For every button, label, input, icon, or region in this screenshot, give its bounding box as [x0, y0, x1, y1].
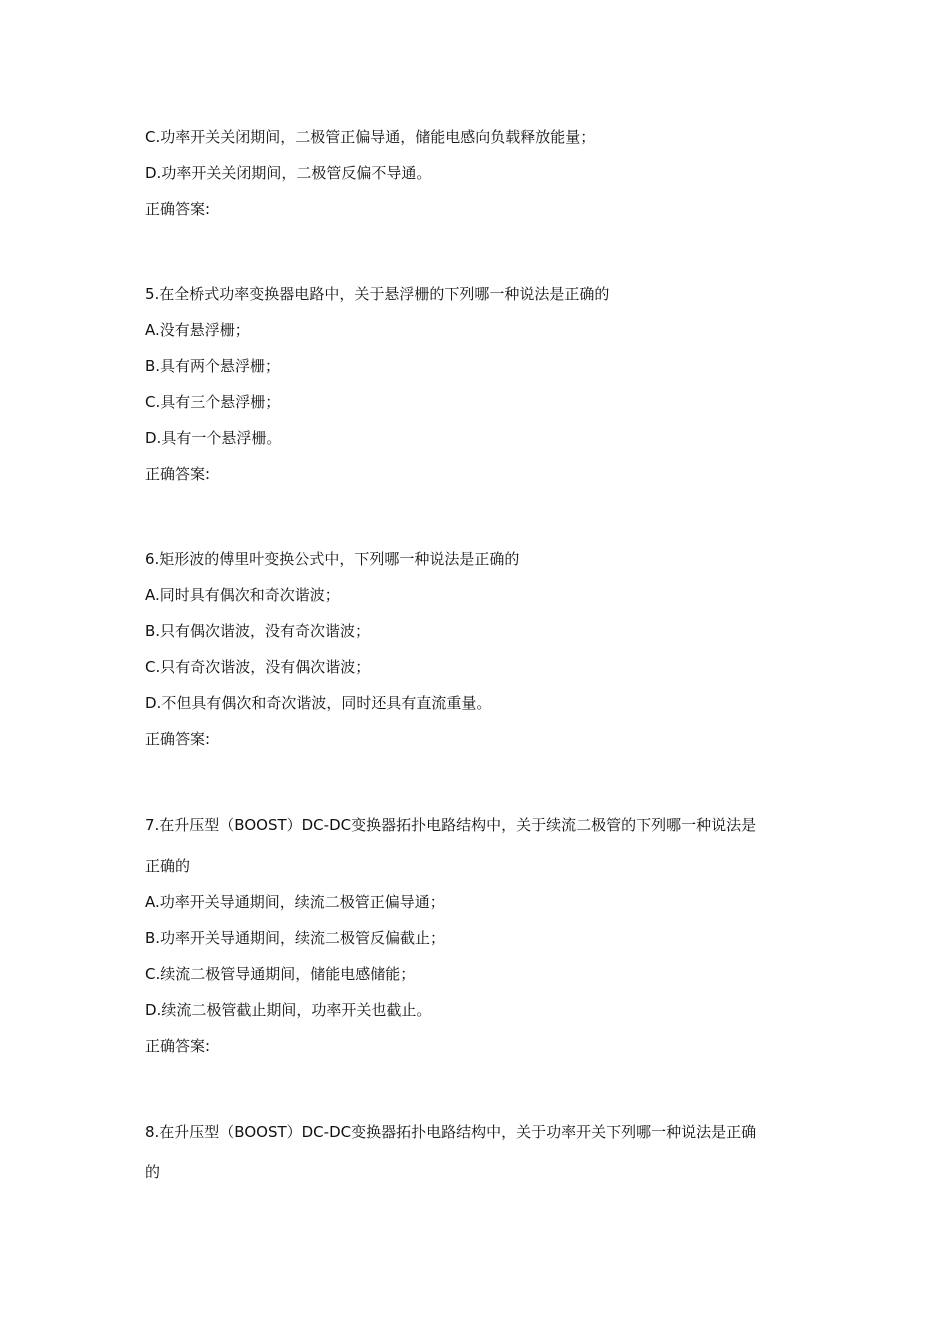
q4-option-d: D.功率开关关闭期间，二极管反偏不导通。 [145, 164, 432, 182]
q6-answer-label: 正确答案: [145, 730, 211, 748]
q7-option-b: B.功率开关导通期间，续流二极管反偏截止； [145, 929, 446, 947]
q5-option-d: D.具有一个悬浮栅。 [145, 429, 282, 447]
q7-question-line2: 正确的 [145, 857, 191, 875]
q6-option-a: A.同时具有偶次和奇次谐波； [145, 586, 340, 604]
q7-option-d: D.续流二极管截止期间，功率开关也截止。 [145, 1001, 432, 1019]
q8-question-line2: 的 [145, 1163, 161, 1181]
q7-answer-label: 正确答案: [145, 1037, 211, 1055]
q5-option-c: C.具有三个悬浮栅； [145, 393, 281, 411]
q6-question: 6.矩形波的傅里叶变换公式中，下列哪一种说法是正确的 [145, 550, 520, 568]
q6-option-b: B.只有偶次谐波，没有奇次谐波； [145, 622, 371, 640]
q7-question-line1: 7.在升压型（BOOST）DC-DC变换器拓扑电路结构中，关于续流二极管的下列哪一种说法是 [145, 816, 757, 834]
q5-option-a: A.没有悬浮栅； [145, 321, 250, 339]
q7-option-a: A.功率开关导通期间，续流二极管正偏导通； [145, 893, 445, 911]
q6-option-d: D.不但具有偶次和奇次谐波，同时还具有直流重量。 [145, 694, 492, 712]
q8-question-line1: 8.在升压型（BOOST）DC-DC变换器拓扑电路结构中，关于功率开关下列哪一种说法是正确 [145, 1123, 757, 1141]
q6-option-c: C.只有奇次谐波，没有偶次谐波； [145, 658, 371, 676]
q4-answer-label: 正确答案: [145, 200, 211, 218]
q7-option-c: C.续流二极管导通期间，储能电感储能； [145, 965, 416, 983]
q5-option-b: B.具有两个悬浮栅； [145, 357, 281, 375]
q5-question: 5.在全桥式功率变换器电路中，关于悬浮栅的下列哪一种说法是正确的 [145, 285, 610, 303]
q4-option-c: C.功率开关关闭期间，二极管正偏导通，储能电感向负载释放能量； [145, 128, 596, 146]
q5-answer-label: 正确答案: [145, 465, 211, 483]
